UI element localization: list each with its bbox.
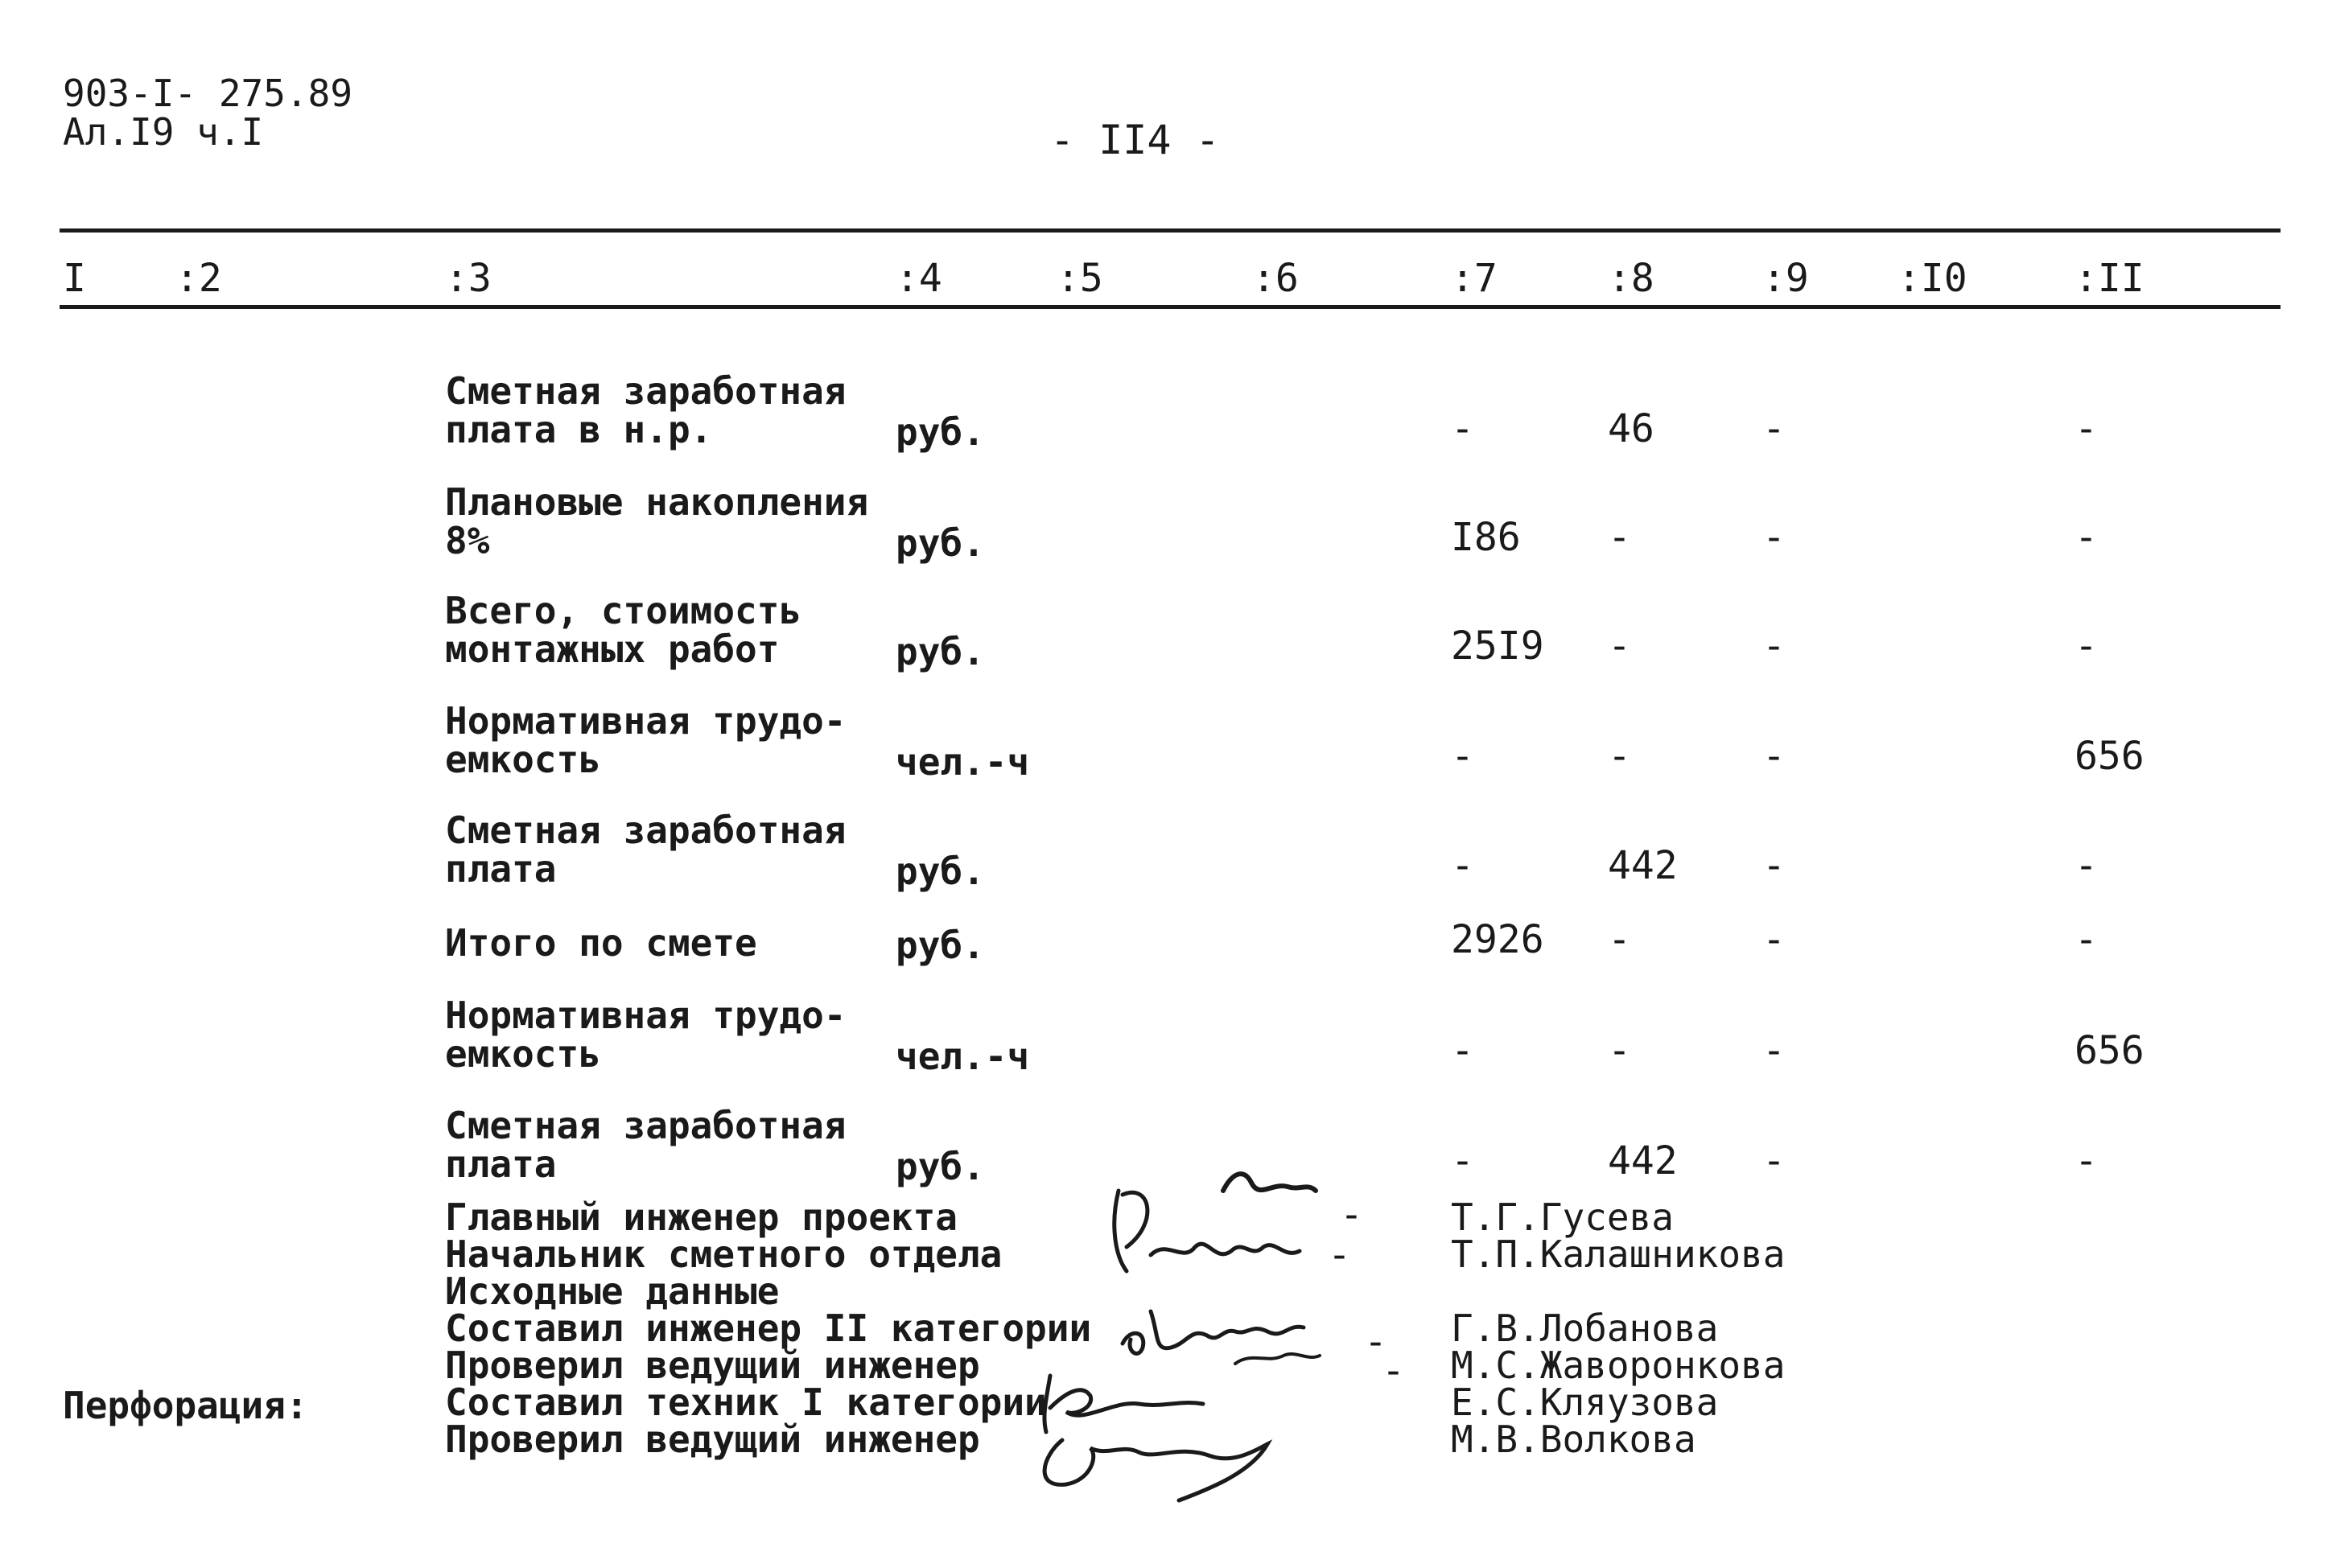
row-value-col9: - — [1762, 515, 1786, 560]
signatory-name: Е.С.Кляузова — [1451, 1381, 1719, 1424]
signature-dash: - — [1328, 1233, 1351, 1278]
signatory-name: Т.П.Калашникова — [1451, 1233, 1786, 1276]
row-description: Итого по смете — [445, 921, 757, 965]
row-value-col11: 656 — [2075, 1028, 2145, 1073]
row-value-col9: - — [1762, 843, 1786, 888]
column-header-7: :7 — [1451, 256, 1498, 301]
row-unit: руб. — [896, 521, 985, 565]
row-unit: руб. — [896, 924, 985, 967]
document-code — [63, 72, 353, 154]
row-value-col8: - — [1608, 623, 1631, 669]
row-value-col11: - — [2075, 406, 2098, 451]
row-value-col7: - — [1451, 406, 1474, 451]
header-rule-bottom — [60, 305, 2281, 309]
column-header-6: :6 — [1252, 256, 1299, 301]
column-header-5: :5 — [1057, 256, 1103, 301]
row-description: Сметная заработная плата в н.р. — [445, 369, 847, 451]
signature-title: Проверил ведущий инженер — [445, 1418, 980, 1461]
page-number: - II4 - — [1050, 117, 1220, 163]
row-value-col8: 442 — [1608, 843, 1678, 888]
row-value-col7: - — [1451, 1028, 1474, 1073]
row-value-col11: - — [2075, 843, 2098, 888]
row-description: Сметная заработная плата — [445, 1104, 847, 1186]
column-header-9: :9 — [1762, 256, 1809, 301]
row-unit: чел.-ч — [896, 740, 1030, 784]
row-description: Нормативная трудо- емкость — [445, 699, 847, 781]
row-value-col9: - — [1762, 1028, 1786, 1073]
column-header-3: :3 — [445, 256, 492, 301]
column-header-8: :8 — [1608, 256, 1654, 301]
row-description: Сметная заработная плата — [445, 809, 847, 891]
perforation-label: Перфорация: — [63, 1384, 308, 1427]
signature-title: Составил инженер II категории — [445, 1307, 1092, 1350]
document-code-line1: 903-I- 275.89 — [63, 72, 353, 115]
row-value-col11: - — [2075, 917, 2098, 962]
signature-title: Составил техник I категории — [445, 1381, 1047, 1424]
signature-title: Проверил ведущий инженер — [445, 1344, 980, 1387]
row-value-col7: - — [1451, 843, 1474, 888]
row-value-col8: - — [1608, 734, 1631, 779]
signatory-name: Г.В.Лобанова — [1451, 1307, 1719, 1350]
signature-dash: - — [1364, 1319, 1387, 1364]
handwritten-signature — [1102, 1159, 1344, 1287]
row-value-col8: - — [1608, 515, 1631, 560]
signatory-name: М.В.Волкова — [1451, 1418, 1696, 1461]
row-value-col11: - — [2075, 1138, 2098, 1183]
row-value-col7: I86 — [1451, 515, 1521, 560]
signature-title: Начальник сметного отдела — [445, 1233, 1003, 1276]
row-value-col9: - — [1762, 734, 1786, 779]
signatory-name: М.С.Жаворонкова — [1451, 1344, 1786, 1387]
signature-dash: - — [1382, 1348, 1405, 1393]
row-value-col7: 25I9 — [1451, 623, 1544, 669]
row-value-col9: - — [1762, 623, 1786, 669]
row-value-col11: 656 — [2075, 734, 2145, 779]
row-value-col11: - — [2075, 515, 2098, 560]
handwritten-signature — [1018, 1368, 1283, 1504]
row-description: Нормативная трудо- емкость — [445, 994, 847, 1076]
handwritten-signature — [1115, 1287, 1380, 1376]
column-header-2: :2 — [175, 256, 222, 301]
row-value-col8: 442 — [1608, 1138, 1678, 1183]
row-value-col11: - — [2075, 623, 2098, 669]
row-value-col8: 46 — [1608, 406, 1654, 451]
signature-title: Главный инженер проекта — [445, 1196, 958, 1239]
row-unit: чел.-ч — [896, 1035, 1030, 1078]
row-value-col8: - — [1608, 917, 1631, 962]
header-rule-top — [60, 228, 2281, 233]
row-value-col8: - — [1608, 1028, 1631, 1073]
column-header-1: I — [63, 256, 86, 301]
row-value-col7: - — [1451, 1138, 1474, 1183]
column-header-4: :4 — [896, 256, 942, 301]
row-description: Плановые накопления 8% — [445, 480, 869, 562]
signatory-name: Т.Г.Гусева — [1451, 1196, 1674, 1239]
document-code-line2: Ал.I9 ч.I — [63, 110, 264, 154]
column-header-10: :I0 — [1897, 256, 1967, 301]
row-value-col7: 2926 — [1451, 917, 1544, 962]
signature-dash: - — [1340, 1192, 1363, 1237]
row-value-col9: - — [1762, 1138, 1786, 1183]
row-description: Всего, стоимость монтажных работ — [445, 589, 802, 671]
row-unit: руб. — [896, 410, 985, 454]
row-value-col9: - — [1762, 917, 1786, 962]
row-unit: руб. — [896, 850, 985, 893]
row-unit: руб. — [896, 630, 985, 673]
signature-title: Исходные данные — [445, 1270, 780, 1313]
row-unit: руб. — [896, 1145, 985, 1188]
column-header-11: :II — [2075, 256, 2145, 301]
row-value-col7: - — [1451, 734, 1474, 779]
row-value-col9: - — [1762, 406, 1786, 451]
